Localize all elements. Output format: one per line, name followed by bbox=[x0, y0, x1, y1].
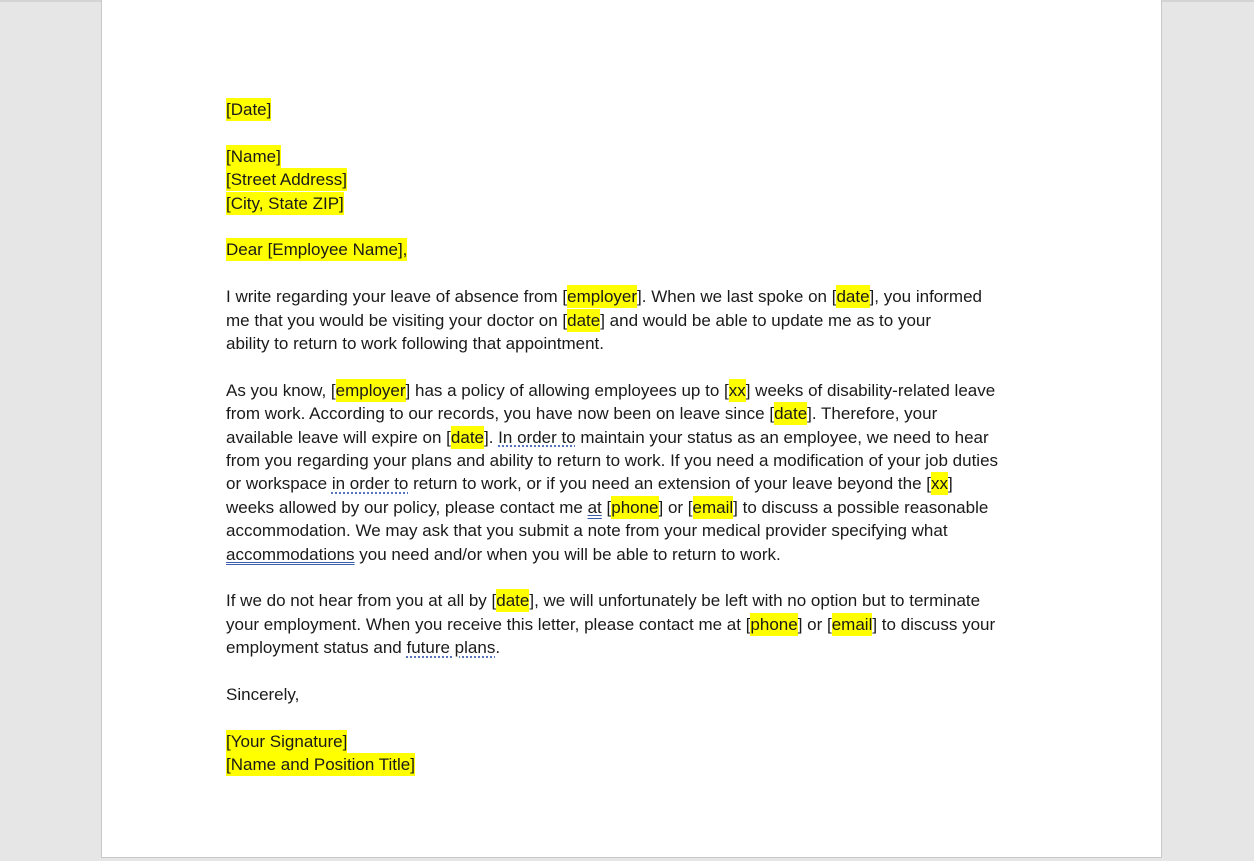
p2-text: ] bbox=[947, 474, 953, 494]
p1-text: ]. When we last spoke on [ bbox=[637, 287, 837, 307]
p2-text: ] weeks of disability-related leave bbox=[745, 380, 996, 400]
p3-text: . bbox=[495, 638, 501, 658]
date-placeholder: date bbox=[567, 310, 601, 330]
p2-text: ]. bbox=[484, 427, 499, 447]
recipient-city: [City, State ZIP] bbox=[226, 193, 344, 213]
letter-body[interactable] bbox=[226, 98, 1046, 800]
p2-text: maintain your status as an employee, we need to hear bbox=[575, 427, 989, 447]
p3-text: ] to discuss your bbox=[872, 614, 996, 634]
document-page[interactable] bbox=[101, 0, 1162, 858]
p3-text: ], we will unfortunately be left with no option but to terminate bbox=[529, 591, 981, 611]
paragraph-1 bbox=[226, 285, 1046, 355]
p2-text: available leave will expire on [ bbox=[226, 427, 451, 447]
recipient-street: [Street Address] bbox=[226, 170, 347, 190]
p2-text: from you regarding your plans and ability to return to work. If you need a modification of your job duties bbox=[226, 451, 999, 471]
p1-text: me that you would be visiting your doctor on [ bbox=[226, 310, 568, 330]
p2-text: ] has a policy of allowing employees up to [ bbox=[405, 380, 729, 400]
p1-text: ] and would be able to update me as to your bbox=[600, 310, 932, 330]
p1-text: I write regarding your leave of absence from [ bbox=[226, 287, 568, 307]
p2-text: As you know, [ bbox=[226, 380, 336, 400]
grammar-flag-future-plans[interactable]: future plans bbox=[406, 638, 496, 658]
date-placeholder: date bbox=[836, 287, 870, 307]
salutation-text: Dear [Employee Name], bbox=[226, 240, 408, 260]
grammar-flag-accommodations[interactable]: accommodations bbox=[226, 544, 355, 564]
employer-placeholder: employer bbox=[335, 380, 406, 400]
p2-text: return to work, or if you need an extension of your leave beyond the [ bbox=[408, 474, 931, 494]
p2-text: you need and/or when you will be able to return to work. bbox=[354, 544, 781, 564]
employer-placeholder: employer bbox=[567, 287, 638, 307]
p2-text: weeks allowed by our policy, please contact me bbox=[226, 497, 588, 517]
p3-text: your employment. When you receive this letter, please contact me at [ bbox=[226, 614, 751, 634]
p2-text: ] to discuss a possible reasonable bbox=[733, 497, 989, 517]
p2-text: accommodation. We may ask that you submit a note from your medical provider specifying what bbox=[226, 521, 948, 541]
grammar-flag-at[interactable]: at bbox=[587, 497, 602, 517]
grammar-flag-in-order-to[interactable]: in order to bbox=[331, 474, 409, 494]
recipient-block bbox=[226, 145, 1046, 215]
p1-text: ], you informed bbox=[869, 287, 982, 307]
signature-block bbox=[226, 730, 1046, 777]
salutation bbox=[226, 238, 1046, 261]
p2-text: ]. Therefore, your bbox=[807, 404, 938, 424]
name-title-placeholder: [Name and Position Title] bbox=[226, 755, 415, 775]
paragraph-2 bbox=[226, 379, 1046, 566]
phone-placeholder: phone bbox=[750, 614, 798, 634]
phone-placeholder: phone bbox=[611, 497, 659, 517]
date-line bbox=[226, 98, 1046, 121]
xx-placeholder: xx bbox=[930, 474, 948, 494]
paragraph-3 bbox=[226, 589, 1046, 659]
p3-text: ] or [ bbox=[797, 614, 832, 634]
date-placeholder: date bbox=[774, 404, 808, 424]
email-placeholder: email bbox=[831, 614, 873, 634]
p2-text: [ bbox=[601, 497, 612, 517]
p2-text: from work. According to our records, you have now been on leave since [ bbox=[226, 404, 775, 424]
closing-text: Sincerely, bbox=[226, 685, 300, 705]
p3-text: If we do not hear from you at all by [ bbox=[226, 591, 497, 611]
p2-text: ] or [ bbox=[658, 497, 693, 517]
date-placeholder: [Date] bbox=[226, 100, 272, 119]
recipient-name: [Name] bbox=[226, 146, 281, 166]
date-placeholder: date bbox=[496, 591, 530, 611]
email-placeholder: email bbox=[692, 497, 734, 517]
xx-placeholder: xx bbox=[728, 380, 746, 400]
signature-placeholder: [Your Signature] bbox=[226, 731, 348, 751]
p3-text: employment status and bbox=[226, 638, 407, 658]
date-placeholder: date bbox=[450, 427, 484, 447]
grammar-flag-in-order-to[interactable]: In order to bbox=[498, 427, 576, 447]
p2-text: or workspace bbox=[226, 474, 332, 494]
p1-text: ability to return to work following that appointment. bbox=[226, 334, 604, 354]
closing bbox=[226, 683, 1046, 706]
